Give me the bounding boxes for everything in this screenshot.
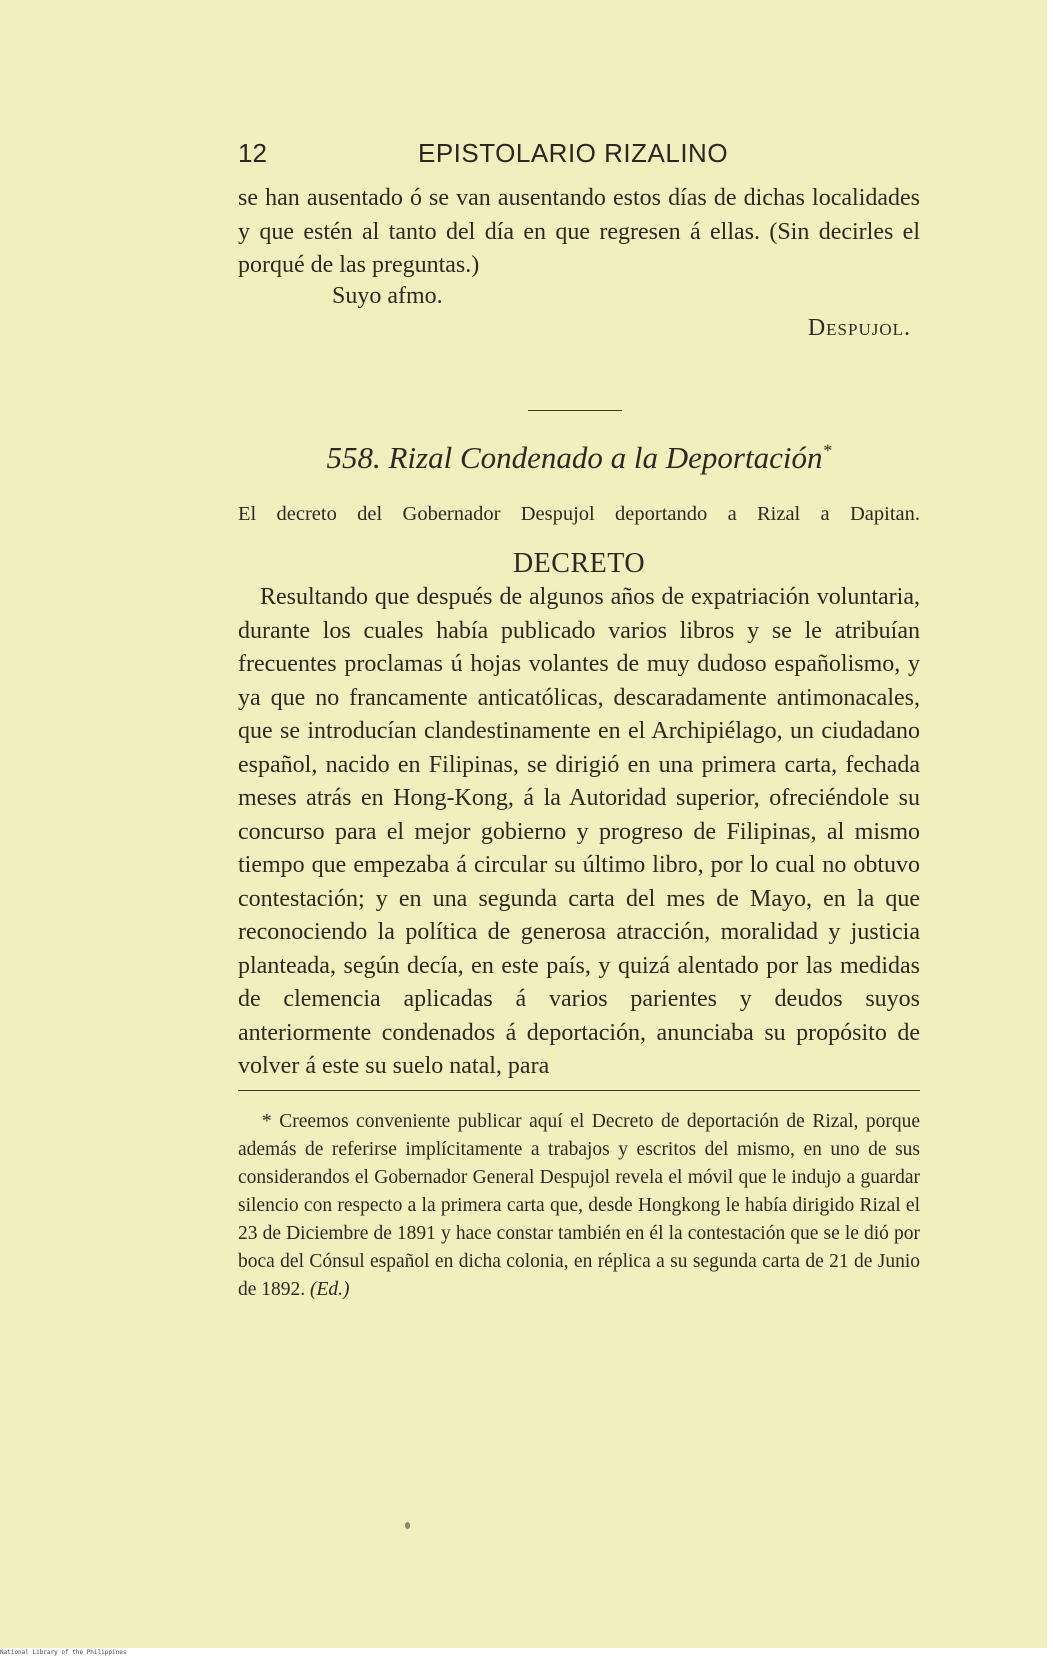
decree-heading: DECRETO <box>512 548 646 579</box>
footnote-editor-note: (Ed.) <box>310 1279 350 1300</box>
letter-number: 558. <box>326 440 381 475</box>
paper-speck <box>405 1522 410 1529</box>
running-head <box>238 138 918 174</box>
letter-subtitle: El decreto del Gobernador Despujol deportando a Rizal a Dapitan. <box>238 503 920 525</box>
letter-heading <box>238 440 920 476</box>
decree-paragraph <box>238 581 920 1084</box>
letter-title: Rizal Condenado a la Deportación <box>388 440 823 475</box>
footnote <box>238 1108 920 1304</box>
library-credit: National Library of the Philippines <box>0 1649 127 1656</box>
page-number: 12 <box>238 138 267 168</box>
closing-salutation: Suyo afmo. <box>332 283 443 309</box>
running-title: EPISTOLARIO RIZALINO <box>418 138 729 168</box>
continuation-paragraph: se han ausentado ó se van ausentando estos días de dichas localidades y que estén al tanto del día en que regresen á ellas. (Sin decirles el porqué de las preguntas.) <box>238 185 920 278</box>
footnote-text: Creemos conveniente publicar aquí el Decreto de deportación de Rizal, porque además de referirse implícitamente a trabajos y escritos del mismo, en uno de sus considerandos el Gobernador General Despujol revela el móvil que le indujo a guardar silencio con respecto a la primera carta que, desde Hongkong le había dirigido Rizal el 23 de Diciembre de 1891 y hace constar también en él la contestación que se le dió por boca del Cónsul español en dicha colonia, en réplica a su segunda carta de 21 de Junio de 1892. <box>238 1111 921 1300</box>
footnote-reference: * <box>822 440 832 461</box>
footnote-divider <box>238 1090 920 1091</box>
decree-text: Resultando que después de algunos años de expatriación voluntaria, durante los cuales había publicado varios libros y se le atribuían frecuentes proclamas ú hojas volantes de muy dudoso españolismo, y ya que no francamente anticatólicas, descaradamente antimonacales, que se introducían clandestinamente en el Archipiélago, un ciudadano español, nacido en Filipinas, se dirigió en una primera carta, fechada meses atrás en Hong-Kong, á la Autoridad superior, ofreciéndole su concurso para el mejor gobierno y progreso de Filipinas, al mismo tiempo que empezaba á circular su último libro, por lo cual no obtuvo contestación; y en una segunda carta del mes de Mayo, en la que reconociendo la política de generosa atracción, moralidad y justicia planteada, según decía, en este país, y quizá alentado por las medidas de clemencia aplicadas á varios parientes y deudos suyos anteriormente condenados á deportación, anunciaba su propósito de volver á este su suelo natal, para <box>238 584 920 1079</box>
signature: Despujol. <box>807 315 911 341</box>
section-divider <box>528 410 622 411</box>
footnote-marker: * <box>262 1111 272 1132</box>
